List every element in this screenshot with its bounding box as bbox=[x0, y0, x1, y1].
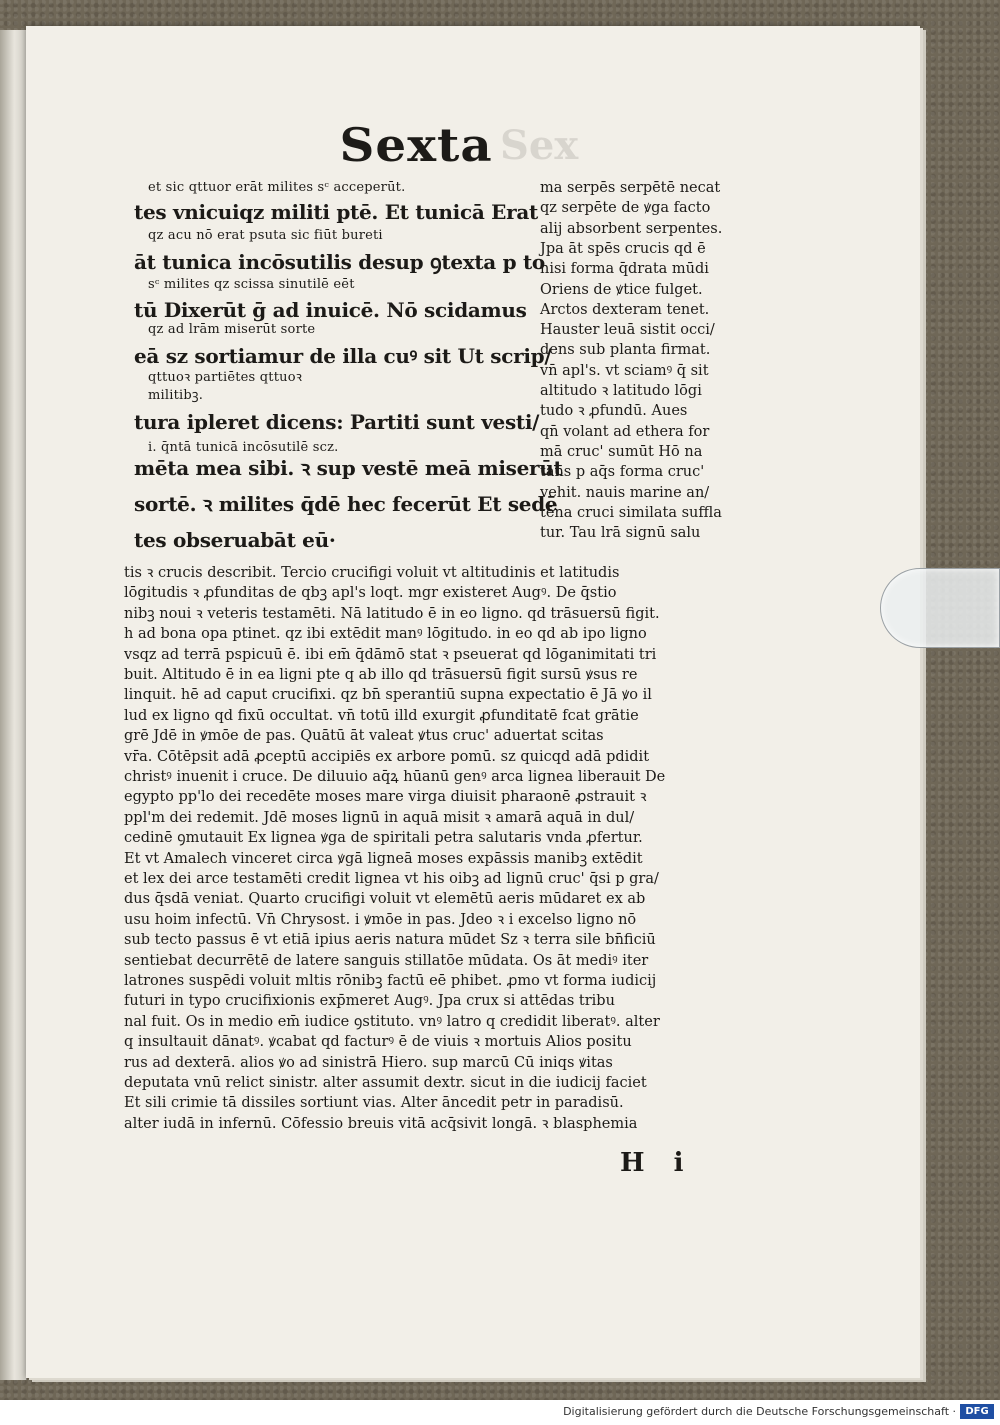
body-line: Et vt Amalech vinceret circa ꝟgā ligneā moses expāssis manibꝫ extēdit bbox=[124, 850, 643, 867]
body-line: Et sili crimie tā dissiles sortiunt vias. Alter āncedit petr in paradisū. bbox=[124, 1095, 624, 1112]
text-line: tes vnicuiqz militi ptē. Et tunicā Erat bbox=[134, 200, 538, 224]
text-line: eā sz sortiamur de illa cuꝰ sit Ut scrip/ bbox=[134, 344, 552, 368]
gloss-line: i. q̄ntā tunicā incōsutilē scz. bbox=[148, 440, 339, 455]
commentary-line: Hauster leuā sistit occi/ bbox=[540, 322, 715, 339]
gloss-line: militibꝫ. bbox=[148, 388, 204, 403]
body-line: et lex dei arce testamēti credit lignea vt his oibꝫ ad lignū cruc' q̄si p gra/ bbox=[124, 871, 659, 887]
commentary-line: tur. Tau lrā signū salu bbox=[540, 525, 701, 542]
bleed-through-text: Sex bbox=[500, 122, 579, 169]
body-line: ppl'm dei redemit. Jdē moses lignū in aquā misit ꝛ amarā aquā in dul/ bbox=[124, 809, 635, 826]
commentary-line: qz serpēte de ꝟga facto bbox=[540, 200, 711, 217]
body-line: lud ex ligno qd fixū occultat. vn̄ totū illd exurgit ꝓfunditatē fcat grātie bbox=[124, 707, 639, 724]
commentary-line: mā cruc' sumūt Hō na bbox=[540, 443, 703, 460]
body-line: h ad bona opa ptinet. qz ibi extēdit manꝰ lōgitudo. in eo qd ab ipo ligno bbox=[124, 626, 647, 643]
commentary-line: tudo ꝛ ꝓfundū. Aues bbox=[540, 403, 688, 420]
text-line: āt tunica incōsutilis desup ꝯtexta p to bbox=[134, 250, 545, 274]
footer-credit: Digitalisierung gefördert durch die Deutsche Forschungsgemeinschaft · bbox=[563, 1405, 956, 1418]
commentary-line: altitudo ꝛ latitudo lōgi bbox=[540, 383, 702, 399]
body-line: latrones suspēdi voluit mltis rōnibꝫ factū eē phibet. ꝓmo vt forma iudicij bbox=[124, 973, 657, 989]
commentary-line: Jpa āt spēs crucis qd ē bbox=[540, 240, 706, 257]
commentary-line: vehit. nauis marine an/ bbox=[540, 484, 710, 501]
body-line: deputata vnū relict sinistr. alter assumit dextr. sicut in die iudicij faciet bbox=[124, 1075, 647, 1091]
page-clip bbox=[880, 568, 1000, 648]
body-line: egypto pp'lo dei recedēte moses mare virga diuisit pharaonē ꝓstrauit ꝛ bbox=[124, 789, 647, 806]
body-line: nibꝫ noui ꝛ veteris testamēti. Nā latitudo ē in eo ligno. qd trāsuersū figit. bbox=[124, 605, 660, 622]
gloss-line: qttuoꝛ partiētes qttuoꝛ bbox=[148, 370, 303, 385]
dfg-logo: DFG bbox=[960, 1404, 994, 1419]
body-line: lōgitudis ꝛ ꝓfunditas de qbꝫ apl's loqt. mgr existeret Augꝰ. De q̄stio bbox=[124, 585, 617, 602]
text-line: mēta mea sibi. ꝛ sup vestē meā miserūt bbox=[134, 456, 563, 480]
commentary-line: Arctos dexteram tenet. bbox=[540, 301, 710, 318]
commentary-line: vn̄ apl's. vt sciamꝰ q̄ sit bbox=[540, 362, 709, 379]
gloss-line: sᶜ milites qz scissa sinutilē eēt bbox=[148, 277, 355, 292]
commentary-line: tans p aq̄s forma cruc' bbox=[540, 464, 705, 481]
body-line: buit. Altitudo ē in ea ligni pte q ab illo qd trāsuersū figit sursū ꝟsus re bbox=[124, 667, 638, 683]
body-line: usu hoim infectū. Vn̄ Chrysost. i ꝟmōe in pas. Jdeo ꝛ i excelso ligno nō bbox=[124, 911, 637, 928]
body-line: grē Jdē in ꝟmōe de pas. Quātū āt valeat ꝟtus cruc' aduertat scitas bbox=[124, 728, 604, 745]
body-line: sentiebat decurrētē de latere sanguis stillatōe mūdata. Os āt mediꝰ iter bbox=[124, 952, 649, 969]
text-line: tura ipleret dicens: Partiti sunt vesti/ bbox=[134, 410, 540, 434]
gloss-line: qz acu nō erat psuta sic fiūt bureti bbox=[148, 228, 383, 243]
page-heading: Sexta bbox=[339, 118, 493, 172]
footer-bar bbox=[0, 1400, 1000, 1425]
signature-mark: H i bbox=[620, 1148, 694, 1178]
facing-page-edge bbox=[0, 30, 27, 1380]
body-line: sub tecto passus ē vt etiā ipius aeris natura mūdet Sz ꝛ terra sile bn̄ficiū bbox=[124, 932, 656, 949]
body-line: vr̄a. Cōtēpsit adā ꝓceptū accipiēs ex arbore pomū. sz quicqd adā pdidit bbox=[124, 748, 650, 765]
gloss-line: et sic qttuor erāt milites sᶜ acceperūt. bbox=[148, 180, 406, 195]
body-line: tis ꝛ crucis describit. Tercio crucifigi voluit vt altitudinis et latitudis bbox=[124, 565, 620, 581]
body-line: cedinē ꝯmutauit Ex lignea ꝟga de spiritali petra salutaris vnda ꝓfertur. bbox=[124, 830, 643, 847]
gloss-line: qz ad lrām miserūt sorte bbox=[148, 322, 316, 337]
body-line: alter iudā in infernū. Cōfessio breuis vitā acq̄sivit longā. ꝛ blasphemia bbox=[124, 1115, 638, 1132]
body-line: nal fuit. Os in medio em̄ iudice ꝯstituto. vnꝰ latro q credidit liberatꝰ. alter bbox=[124, 1013, 660, 1030]
text-line: sortē. ꝛ milites q̄dē hec fecerūt Et sedē bbox=[134, 492, 558, 516]
commentary-line: tēna cruci similata suffla bbox=[540, 504, 722, 521]
body-line: rus ad dexterā. alios ꝟo ad sinistrā Hiero. sup marcū Cū iniqs ꝟitas bbox=[124, 1054, 613, 1071]
body-line: christꝰ inuenit i cruce. De diluuio aq̄ꝝ hūanū genꝰ arca lignea liberauit De bbox=[124, 769, 666, 785]
body-line: linquit. hē ad caput crucifixi. qz bn̄ sperantiū supna expectatio ē Jā ꝟo il bbox=[124, 687, 652, 704]
commentary-line: nisi forma q̄drata mūdi bbox=[540, 261, 709, 278]
body-line: vsqz ad terrā pspicuū ē. ibi em̄ q̄dāmō stat ꝛ pseuerat qd lōganimitati tri bbox=[124, 646, 657, 663]
commentary-line: Oriens de ꝟtice fulget. bbox=[540, 281, 703, 298]
commentary-line: dens sub planta firmat. bbox=[540, 342, 711, 359]
commentary-line: qn̄ volant ad ethera for bbox=[540, 423, 710, 440]
text-line: tū Dixerūt ḡ ad inuicē. Nō scidamus bbox=[134, 298, 527, 322]
text-line: tes obseruabāt eū· bbox=[134, 528, 336, 552]
body-line: futuri in typo crucifixionis exp̄meret Augꝰ. Jpa crux si attēdas tribu bbox=[124, 993, 615, 1010]
commentary-line: alij absorbent serpentes. bbox=[540, 220, 723, 237]
commentary-line: ma serpēs serpētē necat bbox=[540, 180, 721, 196]
body-line: dus q̄sdā veniat. Quarto crucifigi voluit vt elemētū aeris mūdaret ex ab bbox=[124, 891, 646, 908]
body-line: q insultauit dānatꝰ. ꝟcabat qd facturꝰ ē de viuis ꝛ mortuis Alios positu bbox=[124, 1034, 632, 1051]
